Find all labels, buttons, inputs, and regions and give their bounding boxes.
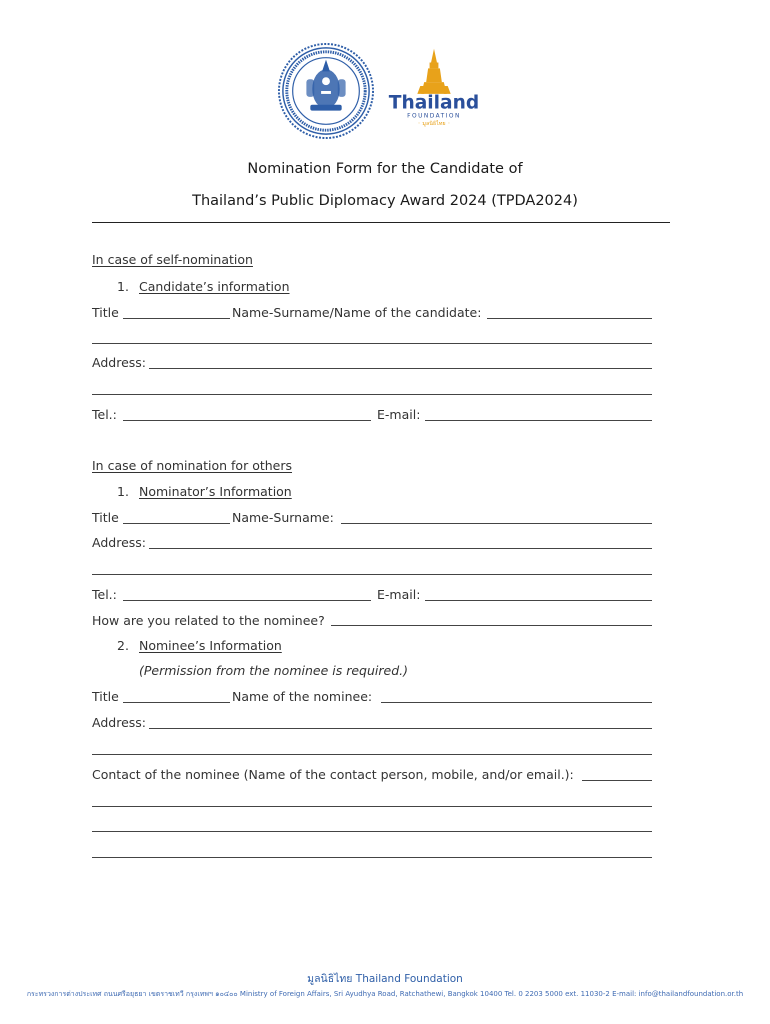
self-title-label: Title [92,305,119,320]
self-email-label: E-mail: [377,407,421,422]
self-section1-number: 1. [117,279,129,294]
nominee-contact-field-line2[interactable] [92,806,652,807]
nominee-name-field[interactable] [381,702,652,703]
self-tel-label: Tel.: [92,407,117,422]
others-section1-title: Nominator’s Information [139,484,292,499]
self-email-field[interactable] [425,420,652,421]
footer-address: กระทรวงการต่างประเทศ ถนนศรีอยุธยา เขตราชเทวี กรุงเทพฯ ๑๐๔๐๐ Ministry of Foreign Affairs, Sri Ayudhya Road, Ratchathewi, Bangkok 10400 Tel. 0 2203 5000 ext. 11030-2 E-mail: info@thailandfoundation.or.th [26,990,744,998]
nominee-name-label: Name of the nominee: [232,689,373,704]
self-name-field-line2[interactable] [92,343,652,344]
nominator-tel-label: Tel.: [92,587,117,602]
self-tel-field[interactable] [123,420,371,421]
nominator-title-field[interactable] [123,523,230,524]
relation-label: How are you related to the nominee? [92,613,325,628]
nominee-address-field-line2[interactable] [92,754,652,755]
nominee-contact-label: Contact of the nominee (Name of the contact person, mobile, and/or email.): [92,767,574,782]
nominee-address-label: Address: [92,715,146,730]
nominator-tel-field[interactable] [123,600,371,601]
self-address-field[interactable] [149,368,652,369]
foundation-thai: ◦ มูลนิธิไทย ◦ [417,121,451,128]
nominee-permission-note: (Permission from the nominee is required.) [139,663,408,678]
self-nomination-heading: In case of self-nomination [92,252,253,267]
ministry-seal-logo [277,42,375,140]
form-title-line1: Nomination Form for the Candidate of [247,161,523,177]
others-section2-number: 2. [117,638,129,653]
thailand-foundation-logo [385,48,483,128]
others-section1-number: 1. [117,484,129,499]
nominee-contact-field-line4[interactable] [92,857,652,858]
title-divider [92,222,670,223]
relation-field[interactable] [331,625,652,626]
self-section1-title: Candidate’s information [139,279,290,294]
nominee-contact-field-line3[interactable] [92,831,652,832]
others-section2-title: Nominee’s Information [139,638,282,653]
nominator-email-label: E-mail: [377,587,421,602]
nominator-address-label: Address: [92,535,146,550]
self-name-field[interactable] [487,318,652,319]
nominee-contact-field[interactable] [582,780,652,781]
form-title-line2: Thailand’s Public Diplomacy Award 2024 (TPDA2024) [192,193,578,209]
nominator-address-field[interactable] [149,548,652,549]
self-address-label: Address: [92,355,146,370]
nominator-address-field-line2[interactable] [92,574,652,575]
others-nomination-heading: In case of nomination for others [92,458,293,473]
self-title-field[interactable] [123,318,230,319]
nominee-address-field[interactable] [149,728,652,729]
nominator-title-label: Title [92,510,119,525]
foundation-sub: FOUNDATION [407,113,461,120]
nominee-title-label: Title [92,689,119,704]
nominator-email-field[interactable] [425,600,652,601]
footer-organization: มูลนิธิไทย Thailand Foundation [307,973,463,985]
nominator-name-label: Name-Surname: [232,510,334,525]
foundation-name: Thailand [388,92,480,114]
nominee-title-field[interactable] [123,702,230,703]
nominator-name-field[interactable] [341,523,652,524]
self-address-field-line2[interactable] [92,394,652,395]
self-name-label: Name-Surname/Name of the candidate: [232,305,482,320]
